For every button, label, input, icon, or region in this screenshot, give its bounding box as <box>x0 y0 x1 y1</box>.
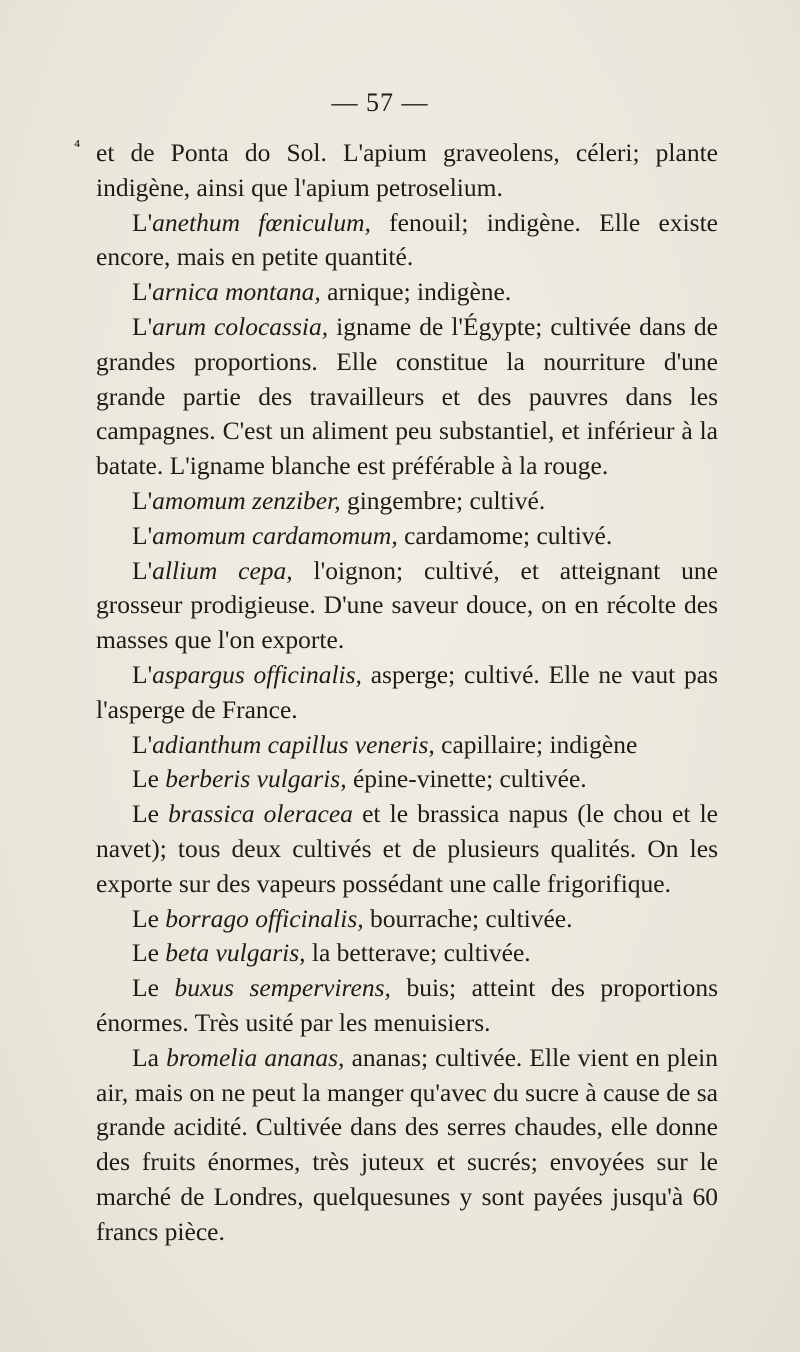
species-name: adianthum capillus veneris, <box>152 729 435 759</box>
paragraph-text: épine-vinette; cultivée. <box>346 764 587 794</box>
paragraph-11 <box>96 797 718 901</box>
species-name: brassica oleracea <box>168 799 353 829</box>
paragraph-15 <box>96 1041 718 1250</box>
paragraph-prefix: Le <box>132 938 166 968</box>
species-name: anethum fœniculum, <box>152 207 371 237</box>
species-name: berberis vulgaris, <box>165 764 347 794</box>
paragraph-prefix: L' <box>132 311 153 341</box>
species-name: borrago officinalis, <box>165 903 364 933</box>
paragraph-7 <box>96 554 718 658</box>
paragraph-6 <box>96 519 718 554</box>
paragraph-text: l'oignon; cultivé, et atteignant une grosseur prodigieuse. D'une saveur douce, on en récolte des masses que l'on exporte. <box>96 555 718 655</box>
species-name: amomum cardamomum, <box>152 520 398 550</box>
paragraph-prefix: Le <box>132 764 166 794</box>
species-name: buxus sempervirens, <box>174 973 391 1003</box>
paragraph-prefix: La <box>132 1042 167 1072</box>
paragraph-text: buis; atteint des proportions énormes. Très usité par les menuisiers. <box>96 973 719 1037</box>
paragraph-text: cardamome; cultivé. <box>397 520 613 550</box>
paragraph-text: arnique; indigène. <box>320 277 512 307</box>
paragraph-prefix: L' <box>132 520 153 550</box>
species-name: allium cepa, <box>152 555 293 585</box>
paragraph-prefix: L' <box>132 277 153 307</box>
paragraph-prefix: L' <box>132 207 153 237</box>
paragraph-text: gingembre; cultivé. <box>340 485 546 515</box>
paragraph-prefix: Le <box>132 973 175 1003</box>
species-name: aspargus officinalis, <box>152 659 362 689</box>
species-name: arum colocassia, <box>152 311 329 341</box>
paragraph-text: asperge; cultivé. Elle ne vaut pas l'asperge de France. <box>96 659 718 724</box>
species-name: amomum zenziber, <box>152 485 341 515</box>
paragraph-text: la betterave; cultivée. <box>305 938 531 968</box>
paragraph-9 <box>96 728 718 763</box>
paragraph-13 <box>96 936 718 971</box>
paragraph-text: et le brassica napus (le chou et le navet); tous deux cultivés et de plusieurs qualités. On les exporte sur des vapeurs possédant une calle frigorifique. <box>96 799 718 898</box>
paragraph-text: capillaire; indigène <box>434 729 638 759</box>
page-body <box>96 136 718 1250</box>
paragraph-text: et de Ponta do Sol. L'apium graveolens, céleri; plante indigène, ainsi que l'apium petroselium. <box>96 138 718 202</box>
paragraph-10 <box>96 762 718 797</box>
paragraph-14 <box>96 971 718 1041</box>
paragraph-8 <box>96 658 718 728</box>
paragraph-4 <box>96 310 718 484</box>
paragraph-prefix: Le <box>132 799 169 829</box>
paragraph-2 <box>96 206 718 276</box>
species-name: bromelia ananas, <box>166 1042 345 1072</box>
paragraph-prefix: L' <box>132 485 153 515</box>
paragraph-5 <box>96 484 718 519</box>
paragraph-text: igname de l'Égypte; cultivée dans de grandes proportions. Elle constitue la nourriture d'une grande partie des travailleurs et des pauvres dans les campagnes. C'est un aliment peu substantiel, et inférieur à la batate. L'igname blanche est préférable à la rouge. <box>96 311 718 481</box>
paragraph-text: fenouil; indigène. Elle existe encore, mais en petite quantité. <box>96 207 718 272</box>
page-number: — 57 — <box>331 88 429 117</box>
paragraph-prefix: Le <box>132 903 166 933</box>
species-name: arnica montana, <box>152 277 321 307</box>
margin-mark: ⁴ <box>74 136 81 156</box>
paragraph-1 <box>96 136 718 206</box>
paragraph-text: ananas; cultivée. Elle vient en plein air, mais on ne peut la manger qu'avec du sucre à cause de sa grande acidité. Cultivée dans des serres chaudes, elle donne des fruits énormes, très juteux et sucrés; envoyées sur le marché de Londres, quelquesunes y sont payées jusqu'à 60 francs pièce. <box>96 1042 718 1246</box>
paragraph-12 <box>96 902 718 937</box>
paragraph-text: bourrache; cultivée. <box>363 903 573 933</box>
paragraph-prefix: L' <box>132 555 153 585</box>
paragraph-prefix: L' <box>132 729 153 759</box>
species-name: beta vulgaris, <box>165 938 306 968</box>
paragraph-prefix: L' <box>132 659 153 689</box>
paragraph-3 <box>96 275 718 310</box>
